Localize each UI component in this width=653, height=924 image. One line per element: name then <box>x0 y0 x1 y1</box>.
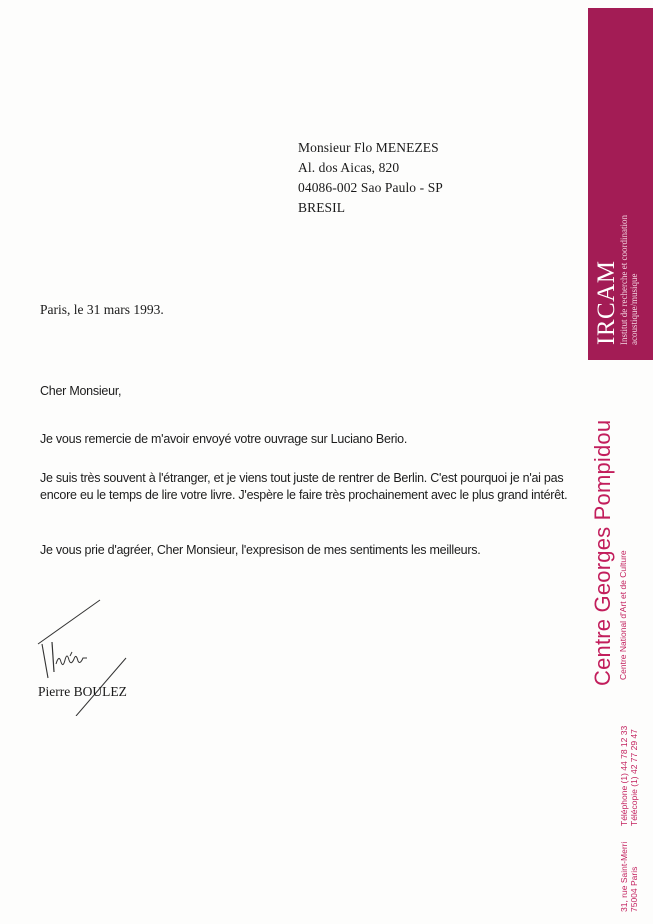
contact-numbers <box>619 726 639 826</box>
paragraph-travel: Je suis très souvent à l'étranger, et je viens tout juste de rentrer de Berlin. C'est pourquoi je n'ai pas encore eu le temps de lire votre livre. J'espère le faire très prochainement avec le plus grand intérêt. <box>40 471 568 502</box>
ircam-subtitle <box>619 215 639 345</box>
ircam-subtitle-line2: acoustique/musique <box>629 273 639 345</box>
signer-name: Pierre BOULEZ <box>38 684 127 699</box>
letter-date: Paris, le 31 mars 1993. <box>40 302 164 317</box>
recipient-street: Al. dos Aicas, 820 <box>298 160 400 175</box>
recipient-address-block <box>298 138 443 218</box>
recipient-country: BRESIL <box>298 200 346 215</box>
paragraph-thanks: Je vous remercie de m'avoir envoyé votre ouvrage sur Luciano Berio. <box>40 432 408 446</box>
ircam-subtitle-line1: Institut de recherche et coordination <box>619 215 629 345</box>
phone-number: Téléphone (1) 44 78 12 33 <box>619 725 629 826</box>
paragraph-closing: Je vous prie d'agréer, Cher Monsieur, l'expresison de mes sentiments les meilleurs. <box>40 543 481 557</box>
postal-address <box>619 842 639 912</box>
centre-pompidou-subtitle: Centre National d'Art et de Culture <box>618 550 628 680</box>
ircam-logo-text: IRCAM <box>593 260 620 345</box>
recipient-city: 04086-002 Sao Paulo - SP <box>298 180 443 195</box>
address-city: 75004 Paris <box>629 866 639 912</box>
salutation: Cher Monsieur, <box>40 384 122 398</box>
recipient-name: Monsieur Flo MENEZES <box>298 140 439 155</box>
fax-number: Télécopie (1) 42 77 29 47 <box>629 729 639 826</box>
centre-pompidou-title: Centre Georges Pompidou <box>590 419 615 686</box>
address-street: 31, rue Saint-Merri <box>619 841 629 912</box>
